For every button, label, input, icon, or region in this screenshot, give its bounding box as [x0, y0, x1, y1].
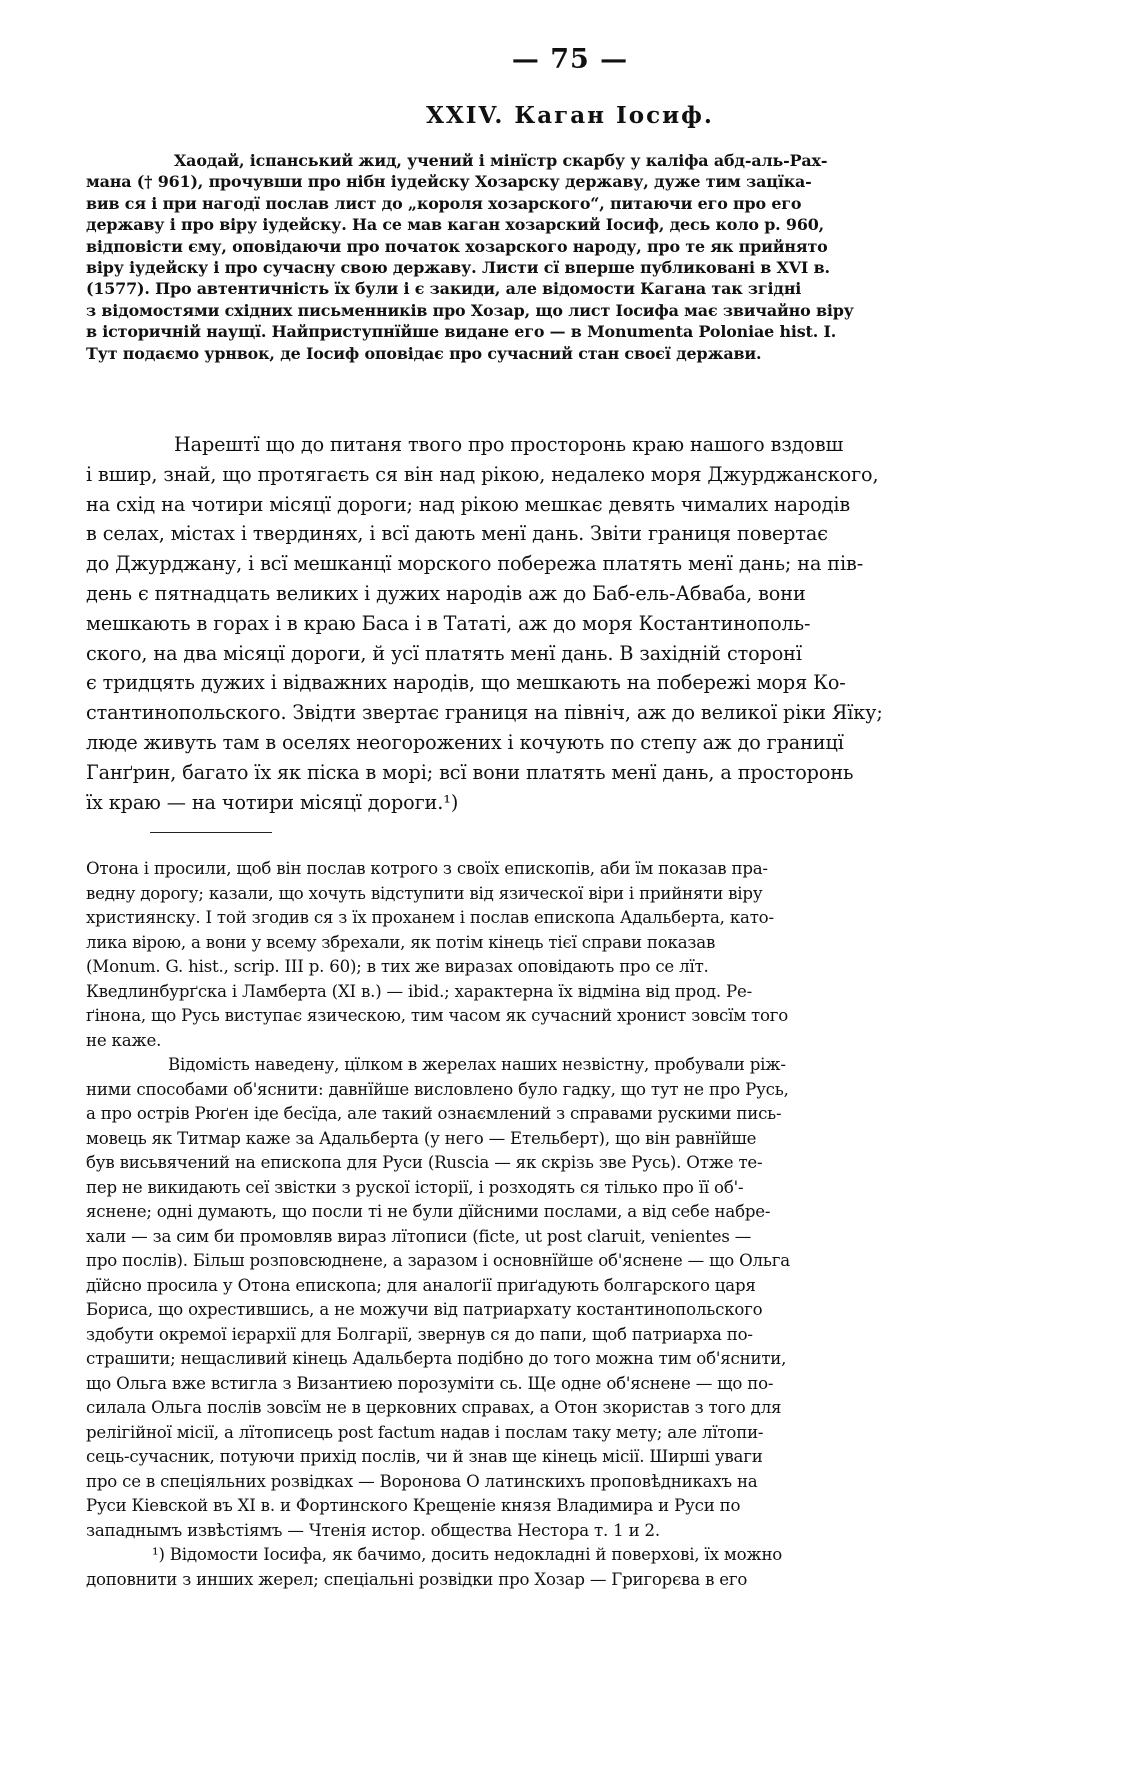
footnote-line: сець-сучасник, потуючи прихід послів, чи й знав ще кінець місії. Ширші уваги: [86, 1447, 763, 1466]
text-line: в селах, містах і твердинях, і всї дають менї дань. Звіти границя повертає: [86, 522, 828, 546]
footnote-line: ними способами об'яснити: давнїйше висловлено було гадку, що тут не про Русь,: [86, 1079, 789, 1099]
footnote-line: яснене; одні думають, що посли ті не були дїйсними послами, а від себе набре-: [86, 1202, 771, 1221]
footnote-1-line: ¹) Відомости Іосифа, як бачимо, досить недокладні й поверхові, їх можно: [152, 1545, 783, 1564]
intro-line: Тут подаємо урнвок, де Іосиф оповідає про сучасний стан своєї держави.: [86, 343, 762, 363]
quoted-text: [86, 430, 1054, 817]
footnote-1-line: доповнити з инших жерел; спеціальні розвідки про Хозар — Григорєва в его: [86, 1569, 748, 1589]
text-line: до Джурджану, і всї мешканцї морского побережа платять менї дань; на пів-: [86, 552, 864, 576]
footnote-line: пер не викидають сеї звістки з рускої історії, і розходять ся тілько про її об'-: [86, 1177, 744, 1197]
footnote-line: а про острів Рюґен іде бесїда, але такий ознаємлений з справами рускими пись-: [86, 1104, 782, 1123]
footnote-line: Отона і просили, щоб він послав котрого з своїх епископів, аби їм показав пра-: [86, 859, 768, 878]
intro-line: державу і про віру іудейску. На се мав каган хозарский Іосиф, десь коло р. 960,: [86, 215, 825, 235]
footnote-line: про се в спеціяльних розвідках — Воронова О латинскихъ проповѣдникахъ на: [86, 1471, 758, 1491]
text-line: стантинопольского. Звідти звертає границя на північ, аж до великої ріки Яїку;: [86, 701, 883, 725]
footnote-line: релігійної місії, а лїтописець post factum надав і послам таку мету; але лїтопи-: [86, 1422, 764, 1442]
text-line: Ганґрин, багато їх як піска в морі; всї вони платять менї дань, а просторонь: [86, 760, 854, 784]
footnote-line: Бориса, що охрестившись, а не можучи від патриархату костантинопольского: [86, 1300, 763, 1319]
footnote-line: (Monum. G. hist., scrip. III p. 60); в тих же виразах оповідають про се лїт.: [86, 957, 709, 976]
footnote-divider: [150, 832, 272, 833]
footnote-line: мовець як Титмар каже за Адальберта (у него — Етельберт), що він равнїйше: [86, 1128, 757, 1148]
intro-line: мана († 961), прочувши про нібн іудейску Хозарску державу, дуже тим зацїка-: [86, 172, 812, 192]
intro-line: віру іудейску і про сучасну свою державу. Листи сї вперше публиковані в XVI в.: [86, 257, 830, 277]
footnote-line: силала Ольга послів зовсїм не в церковних справах, а Отон зкористав з того для: [86, 1398, 782, 1417]
text-line: є тридцять дужих і відважних народів, що мешкають на побережі моря Ко-: [86, 671, 846, 695]
intro-line: відповісти єму, оповідаючи про початок хозарского народу, про те як прийнято: [86, 236, 828, 256]
footnote-line: Руси Кіевской въ XI в. и Фортинского Крещеніе князя Владимира и Руси по: [86, 1496, 741, 1515]
intro-line: Хаодай, іспанський жид, учений і мінїстр скарбу у каліфа абд-аль-Рах-: [174, 151, 828, 170]
footnote-line: християнску. І той згодив ся з їх проханем і послав епископа Адальберта, като-: [86, 908, 774, 927]
footnote-line: страшити; нещасливий кінець Адальберта подібно до того можна тим об'яснити,: [86, 1349, 787, 1368]
text-line: ского, на два місяцї дороги, й усї платять менї дань. В західній сторонї: [86, 641, 802, 665]
footnote-line: ґінона, що Русь виступає язичеcкою, тим часом як сучасний хронист зовсїм того: [86, 1006, 789, 1025]
footnote-line: западнымъ извѣстіямъ — Чтенія истор. общества Нестора т. 1 и 2.: [86, 1520, 660, 1540]
intro-line: (1577). Про автентичність їх були і є закиди, але відомости Кагана так згідні: [86, 279, 802, 299]
text-line: люде живуть там в оселях неогорожених і кочують по степу аж до границї: [86, 730, 844, 754]
footnote-continuation: [86, 857, 1054, 1592]
section-heading: XXIV. Каган Іосиф.: [426, 102, 714, 129]
text-line: день є пятнадцать великих і дужих народів аж до Баб-ель-Абваба, вони: [86, 581, 806, 605]
footnote-line: здобути окремої ієрархії для Болгарії, звернув ся до папи, щоб патриарха по-: [86, 1324, 753, 1344]
intro-paragraph: [86, 150, 1054, 364]
text-line: Нарештї що до питаня твого про просторонь краю нашого вздовш: [174, 433, 844, 456]
footnote-line: був висьвячений на епископа для Руси (Ruscia — як скрізь зве Русь). Отже те-: [86, 1153, 763, 1172]
text-line: на схід на чотири місяцї дороги; над рікою мешкає девять чималих народів: [86, 492, 851, 516]
footnote-line: ведну дорогу; казали, що хочуть відступити від язичеcкої віри і прийняти віру: [86, 883, 763, 903]
text-line: їх краю — на чотири місяцї дороги.¹): [86, 790, 459, 814]
footnote-line: лика вірою, а вони у всему збрехали, як потім кінець тієї справи показав: [86, 932, 716, 952]
footnote-line: Кведлинбурґска і Ламберта (XI в.) — ibid.; характерна їх відміна від прод. Ре-: [86, 981, 753, 1001]
footnote-line: про послів). Більш розповсюднене, а заразом і основнїйше об'яснене — що Ольга: [86, 1251, 790, 1270]
footnote-line: не каже.: [86, 1030, 162, 1050]
footnote-line: хали — за сим би промовляв вираз лїтописи (ficte, ut post claruit, venientes —: [86, 1226, 752, 1246]
page-number: — 75 —: [511, 44, 629, 75]
text-line: і вшир, знай, що протягаєть ся він над рікою, недалеко моря Джурджанского,: [86, 462, 879, 486]
intro-line: в історичній наущї. Найприступнїйше видане его — в Monumenta Poloniae hist. I.: [86, 322, 837, 342]
intro-line: вив ся і при нагодї послав лист до „короля хозарского“, питаючи его про его: [86, 193, 802, 213]
footnote-line: дїйсно просила у Отона епископа; для аналоґії приґадують болгарского царя: [86, 1275, 756, 1295]
footnote-line: що Ольга вже встигла з Византиею порозуміти сь. Ще одне об'яснене — що по-: [86, 1373, 774, 1393]
intro-line: з відомостями східних письменників про Хозар, що лист Іосифа має звичайно віру: [86, 300, 854, 320]
footnote-line: Відомість наведену, цїлком в жерелах наших незвістну, пробували ріж-: [168, 1055, 786, 1074]
text-line: мешкають в горах і в краю Баса і в Тататі, аж до моря Костантинополь-: [86, 611, 811, 635]
